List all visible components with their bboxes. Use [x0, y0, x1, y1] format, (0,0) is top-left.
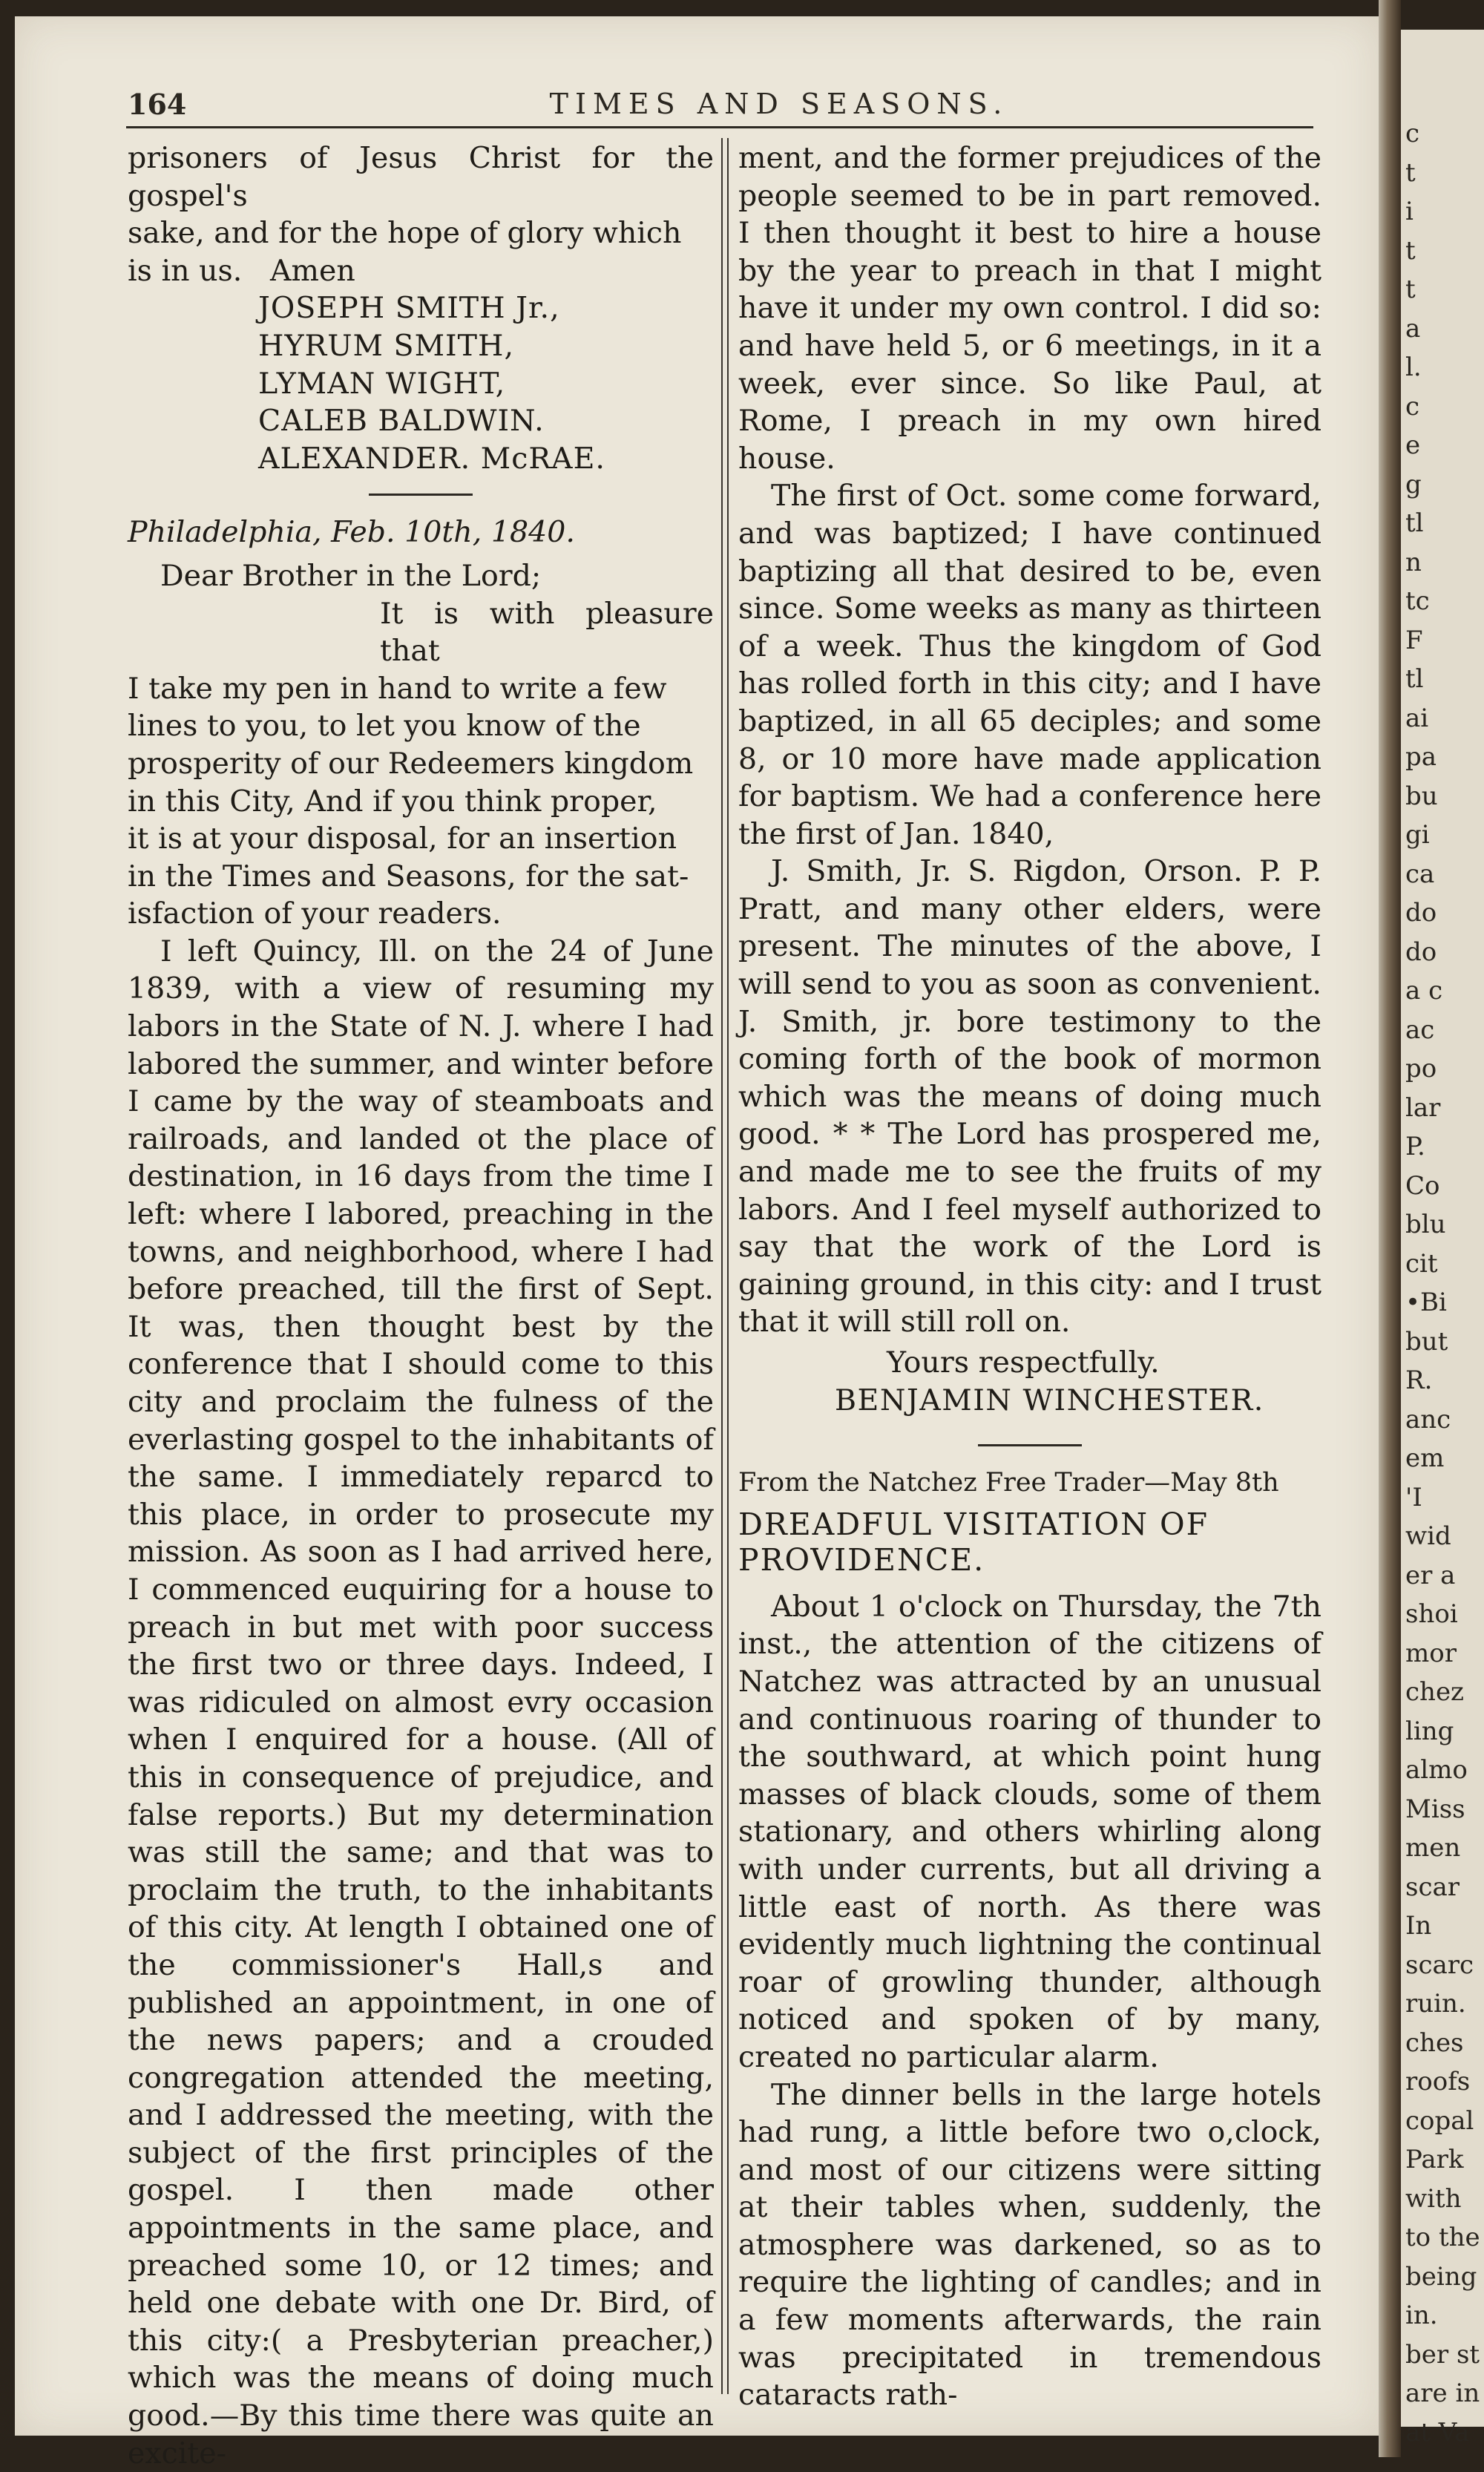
- adjacent-page-fragment: in.: [1405, 2301, 1438, 2330]
- adjacent-page-fragment: ai: [1405, 703, 1429, 733]
- adjacent-page-fragment: 'I: [1405, 1482, 1422, 1512]
- adjacent-page-fragment: po: [1405, 1054, 1437, 1083]
- signatory: LYMAN WIGHT,: [258, 366, 506, 401]
- adjacent-page-fragment: copal: [1405, 2105, 1474, 2136]
- adjacent-page-fragment: t: [1405, 275, 1416, 304]
- article-paragraph: The dinner bells in the large hotels had rung, a little before two o,clock, and most of our citizens were sitting at their tables when, suddenly, the atmosphere was darkened, so as to require the lighting of candles; and in a few moments afterwards, the rain was precipitated in tremendous cataracts rath-: [738, 2077, 1322, 2413]
- adjacent-page-fragment: lar: [1405, 1092, 1441, 1123]
- adjacent-page-fragment: anc: [1405, 1404, 1451, 1435]
- page-number: 164: [128, 88, 187, 121]
- salutation-continued: It is with pleasure that: [380, 596, 714, 669]
- article-paragraph: About 1 o'clock on Thursday, the 7th inst., the attention of the citizens of Natchez was attracted by an unusual and continuous roaring of thunder to the southward, at which point hung masses of black clouds, some of them stationary, and others whirling along with under currents, but all driving a little east of north. As there was evidently much lightning the continual roar of growling thunder, although noticed and spoken of by many, created no particular alarm.: [738, 1589, 1322, 2074]
- text-line: isfaction of your readers.: [128, 896, 502, 931]
- adjacent-page-fragment: Co: [1405, 1170, 1440, 1201]
- adjacent-page-fragment: with: [1405, 2183, 1462, 2214]
- adjacent-page-fragment: gi: [1405, 820, 1430, 850]
- adjacent-page-fragment: bu: [1405, 781, 1438, 811]
- article-headline: DREADFUL VISITATION OF: [738, 1506, 1209, 1542]
- adjacent-page-fragment: a: [1405, 313, 1421, 344]
- section-rule: [978, 1444, 1082, 1446]
- book-spine: [1379, 0, 1401, 2457]
- adjacent-page-fragment: roofs: [1405, 2067, 1471, 2096]
- adjacent-page-fragment: l.: [1405, 353, 1422, 382]
- letter-paragraph: I left Quincy, Ill. on the 24 of June 1839, with a view of resuming my labors in the State of N. J. where I had labored the summer, and winter before I came by the way of steamboats and railroads, and landed ot the place of destination, in 16 days from the time I left: where I labored, preaching in the towns, and neighborhood, where I had before preached, till the first of Sept. It was, then thought best by the conference that I should come to this city and proclaim the fulness of the everlasting gospel to the inhabitants of the same. I immediately reparcd to this place, in order to prosecute my mission. As soon as I had arrived here, I commenced euquiring for a house to preach in but met with poor success the first two or three days. Indeed, I was ridiculed on almost evry occasion when I enquired for a house. (All of this in consequence of prejudice, and false reports.) But my determination was still the same; and that was to proclaim the truth, to the inhabitants of this city. At length I obtained one of the commissioner's Hall,s and published an appointment, in one of the news papers; and a crouded congregation attended the meeting, and I addressed the meeting, with the subject of the first principles of the gospel. I then made other appointments in the same place, and preached some 10, or 12 times; and held one debate with one Dr. Bird, of this city:( a Presbyterian preacher,) which was the means of doing much good.—By this time there was quite an excite-: [128, 934, 714, 2471]
- adjacent-page-fragment: •Bi: [1405, 1288, 1447, 1317]
- text-line: in the Times and Seasons, for the sat-: [128, 859, 689, 894]
- column-divider: [721, 138, 723, 2394]
- letter-paragraph: The first of Oct. some come forward, and was baptized; I have continued baptizing all that desired to be, even since. Some weeks as many as thirteen of a week. Thus the kingdom of God has rolled forth in this city; and I have baptized, in all 65 deciples; and some 8, or 10 more have made application for baptism. We had a conference here the first of Jan. 1840,: [738, 479, 1322, 851]
- section-rule: [369, 494, 473, 496]
- right-column: [738, 140, 1322, 2414]
- signatory: JOSEPH SMITH Jr.,: [258, 291, 560, 326]
- adjacent-page-fragment: In: [1405, 1911, 1432, 1941]
- adjacent-page-fragment: do: [1405, 898, 1437, 928]
- adjacent-page-fragment: g: [1405, 469, 1422, 499]
- adjacent-page-fragment: but: [1405, 1326, 1448, 1357]
- adjacent-page-fragment: ling: [1405, 1716, 1454, 1746]
- adjacent-page-fragment: do: [1405, 937, 1437, 967]
- running-head: TIMES AND SEASONS.: [549, 88, 1009, 120]
- adjacent-page-fragment: shoi: [1405, 1599, 1458, 1629]
- text-line: lines to you, to let you know of the: [128, 709, 641, 744]
- letter-paragraph: J. Smith, Jr. S. Rigdon, Orson. P. P. Pratt, and many other elders, were present. The minutes of the above, I will send to you as soon as convenient. J. Smith, jr. bore testimony to the coming forth of the book of mormon which was the means of doing much good. * * The Lord has prospered me, and made me to see the fruits of my labors. And I feel myself authorized to say that the work of the Lord is gaining ground, in this city: and I trust that it will still roll on.: [738, 854, 1322, 1340]
- text-line: prosperity of our Redeemers kingdom: [128, 746, 694, 781]
- adjacent-page-fragment: t: [1405, 157, 1416, 188]
- column-divider: [727, 138, 729, 2394]
- adjacent-page-fragment: are in: [1405, 2378, 1480, 2408]
- adjacent-page-fragment: men: [1405, 1833, 1461, 1863]
- signatory: ALEXANDER. McRAE.: [258, 441, 605, 476]
- adjacent-page-fragment: tc: [1405, 586, 1430, 616]
- adjacent-page-fragment: c: [1405, 119, 1420, 148]
- adjacent-page-fragment: R.: [1405, 1365, 1433, 1395]
- salutation: Dear Brother in the Lord;: [160, 558, 542, 593]
- adjacent-page-fragment: scarc: [1405, 1950, 1474, 1980]
- header-rule: [126, 126, 1313, 128]
- adjacent-page-fragment: chez: [1405, 1677, 1464, 1707]
- adjacent-page-fragment: F: [1405, 625, 1423, 655]
- text-line: in this City, And if you think proper,: [128, 784, 657, 819]
- adjacent-page-fragment: mor: [1405, 1638, 1457, 1668]
- signatory: CALEB BALDWIN.: [258, 404, 545, 439]
- adjacent-page-fragment: t: [1405, 235, 1416, 266]
- adjacent-page-fragment: tl: [1405, 664, 1424, 694]
- letter-closing: Yours respectfully.: [887, 1345, 1160, 1380]
- text-line: I take my pen in hand to write a few: [128, 671, 667, 706]
- adjacent-page-fragment: tl: [1405, 508, 1424, 538]
- article-headline: PROVIDENCE.: [738, 1541, 985, 1578]
- adjacent-page-fragment: Park: [1405, 2145, 1464, 2174]
- adjacent-page-fragment: ruin.: [1405, 1989, 1466, 2019]
- adjacent-page-fragment: n: [1405, 547, 1422, 577]
- adjacent-page-fragment: being: [1405, 2261, 1477, 2292]
- text-line: sake, and for the hope of glory which: [128, 216, 682, 251]
- adjacent-page-fragment: scar: [1405, 1872, 1460, 1902]
- adjacent-page-fragment: c: [1405, 391, 1420, 422]
- letter-signer: BENJAMIN WINCHESTER.: [835, 1383, 1264, 1417]
- adjacent-page-fragment: blu: [1405, 1210, 1446, 1239]
- adjacent-page-fragment: em: [1405, 1443, 1445, 1473]
- adjacent-page-edge: [1401, 30, 1484, 2448]
- signatory: HYRUM SMITH,: [258, 328, 515, 363]
- adjacent-page-fragment: i: [1405, 197, 1414, 226]
- adjacent-page-fragment: P.: [1405, 1132, 1425, 1161]
- adjacent-page-fragment: e: [1405, 430, 1421, 460]
- article-source: From the Natchez Free Trader—May 8th: [738, 1468, 1279, 1498]
- adjacent-page-fragment: pa: [1405, 742, 1437, 772]
- adjacent-page-fragment: ches: [1405, 2027, 1464, 2058]
- adjacent-page-fragment: to the: [1405, 2223, 1480, 2252]
- adjacent-page-fragment: ac: [1405, 1014, 1435, 1045]
- adjacent-page-fragment: ca: [1405, 859, 1435, 889]
- text-line: is in us. Amen: [128, 253, 355, 288]
- letter-paragraph: ment, and the former prejudices of the people seemed to be in part removed. I then thought it best to hire a house by the year to preach in that I might have it under my own control. I did so: and have held 5, or 6 meetings, in it a week, ever since. So like Paul, at Rome, I preach in my own hired house.: [738, 141, 1322, 476]
- adjacent-page-fragment: Miss: [1405, 1794, 1465, 1824]
- adjacent-page-fragment: er a: [1405, 1560, 1456, 1590]
- left-column: [128, 140, 714, 2472]
- text-line: prisoners of Jesus Christ for the gospel's: [128, 141, 714, 213]
- adjacent-page-fragment: wid: [1405, 1521, 1451, 1551]
- adjacent-page-fragment: ber st: [1405, 2339, 1480, 2370]
- text-line: it is at your disposal, for an insertion: [128, 822, 677, 856]
- adjacent-page-fragment: a c: [1405, 976, 1443, 1006]
- adjacent-page-fragment: at Va: [1405, 2417, 1470, 2448]
- adjacent-page-fragment: cit: [1405, 1248, 1438, 1279]
- adjacent-page-fragment: almo: [1405, 1755, 1468, 1785]
- dateline: Philadelphia, Feb. 10th, 1840.: [128, 515, 575, 550]
